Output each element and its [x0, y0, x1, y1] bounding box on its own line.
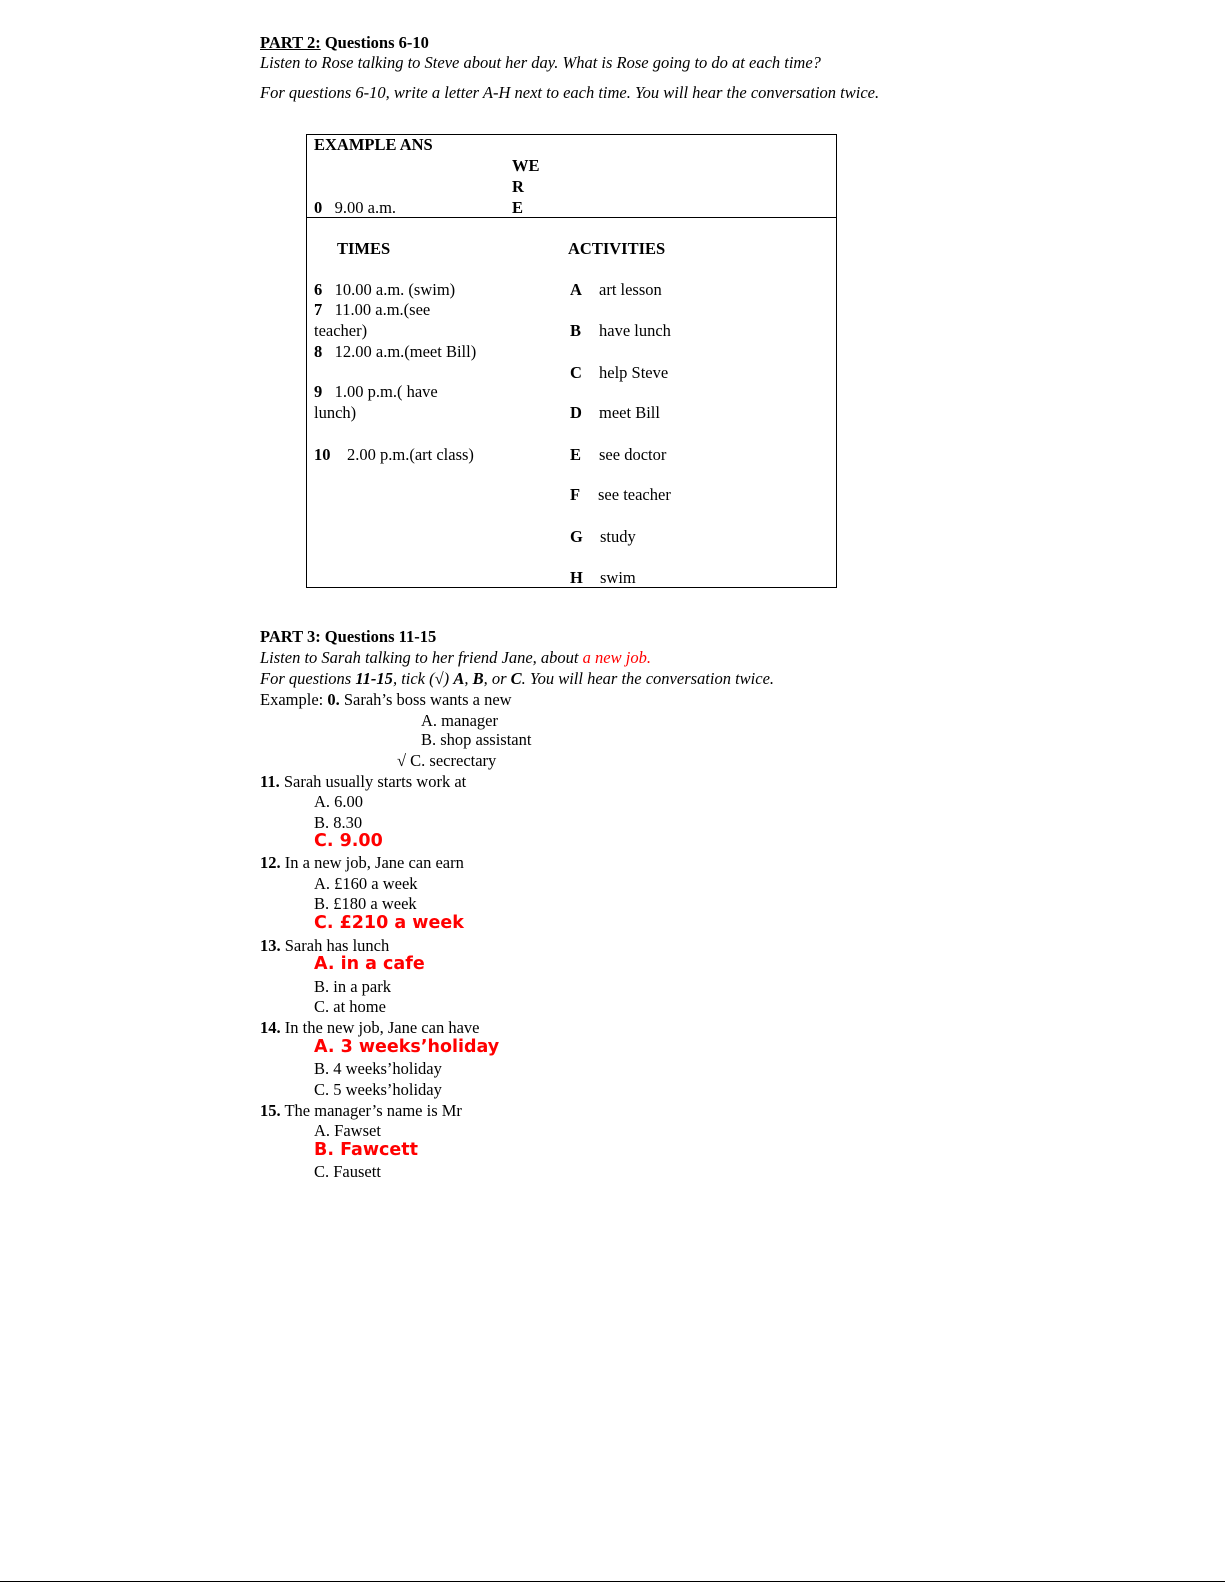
example-question-text: Sarah’s boss wants a new	[339, 690, 512, 709]
instr-option-a: A	[453, 669, 465, 688]
time-number: 8	[314, 342, 323, 361]
example-answer-line-1: WE	[512, 156, 540, 175]
option: B. 4 weeks’holiday	[314, 1059, 442, 1078]
time-item-8	[314, 342, 476, 363]
instr-text: For questions	[260, 669, 356, 688]
time-item-6	[314, 280, 455, 301]
question-11	[260, 772, 466, 793]
time-number: 10	[314, 445, 331, 464]
example-row	[314, 198, 396, 219]
example-prefix: Example:	[260, 690, 328, 709]
option: C. 5 weeks’holiday	[314, 1080, 442, 1099]
activity-text: art lesson	[599, 280, 662, 299]
page-bottom-rule	[0, 1581, 1225, 1582]
option: A. 6.00	[314, 792, 364, 811]
part2-heading-questions: Questions 6-10	[320, 33, 429, 52]
part3-instruction-2	[260, 669, 774, 690]
example-answer-line-3: E	[512, 198, 524, 217]
time-item-9	[314, 382, 438, 403]
example-answer-line-2: R	[512, 177, 524, 196]
activity-text: see doctor	[599, 445, 667, 464]
time-text: 1.00 p.m.( have	[334, 382, 438, 401]
activity-f	[570, 485, 671, 506]
time-text: 11.00 a.m.(see	[334, 300, 431, 319]
part3-topic: a new job.	[582, 648, 651, 667]
question-text: Sarah usually starts work at	[279, 772, 467, 791]
time-number: 9	[314, 382, 323, 401]
option: C. at home	[314, 997, 386, 1016]
time-text: 12.00 a.m.(meet Bill)	[334, 342, 477, 361]
option-answer: A. in a cafe	[314, 954, 425, 974]
activity-text: study	[600, 527, 636, 546]
question-12	[260, 853, 464, 874]
part2-instruction-2: For questions 6-10, write a letter A-H next to each time. You will hear the conversation twice.	[260, 83, 880, 102]
question-text: In the new job, Jane can have	[280, 1018, 480, 1037]
activity-d	[570, 403, 660, 424]
question-number: 14.	[260, 1018, 281, 1037]
option: B. £180 a week	[314, 894, 417, 913]
instr-range: 11-15	[355, 669, 393, 688]
example-option-b: B. shop assistant	[421, 730, 532, 749]
example-label: EXAMPLE ANS	[314, 135, 433, 154]
option-answer: B. Fawcett	[314, 1140, 418, 1160]
option: B. in a park	[314, 977, 391, 996]
activity-letter: B	[570, 321, 582, 340]
question-text: In a new job, Jane can earn	[280, 853, 464, 872]
option: A. £160 a week	[314, 874, 418, 893]
part2-heading	[260, 33, 429, 54]
example-time: 9.00 a.m.	[334, 198, 397, 217]
time-item-10	[314, 445, 474, 466]
option: C. Fausett	[314, 1162, 381, 1181]
activity-e	[570, 445, 666, 466]
activity-h	[570, 568, 636, 589]
example-question	[260, 690, 512, 711]
activity-b	[570, 321, 671, 342]
question-number: 12.	[260, 853, 281, 872]
activity-a	[570, 280, 662, 301]
time-item-7	[314, 300, 430, 321]
activities-header: ACTIVITIES	[568, 239, 666, 258]
time-text: 2.00 p.m.(art class)	[347, 445, 474, 464]
time-text: 10.00 a.m. (swim)	[334, 280, 456, 299]
part3-instruction-1-text: Listen to Sarah talking to her friend Jane, about	[260, 648, 583, 667]
question-14	[260, 1018, 479, 1039]
activity-letter: F	[570, 485, 581, 504]
question-number: 13.	[260, 936, 281, 955]
instr-text: ,	[464, 669, 473, 688]
example-question-number: 0.	[327, 690, 340, 709]
time-number: 7	[314, 300, 323, 319]
time-item-9-cont: lunch)	[314, 403, 357, 422]
time-item-7-cont: teacher)	[314, 321, 368, 340]
question-number: 11.	[260, 772, 280, 791]
activity-letter: A	[570, 280, 582, 299]
option-answer: C. £210 a week	[314, 913, 464, 933]
activity-text: meet Bill	[599, 403, 660, 422]
activity-text: swim	[600, 568, 636, 587]
activity-text: see teacher	[598, 485, 671, 504]
question-text: The manager’s name is Mr	[280, 1101, 462, 1120]
activity-letter: E	[570, 445, 582, 464]
example-number: 0	[314, 198, 323, 217]
part3-instruction-1	[260, 648, 651, 669]
activity-c	[570, 363, 668, 384]
option-answer: A. 3 weeks’holiday	[314, 1037, 500, 1057]
time-number: 6	[314, 280, 323, 299]
example-option-c-ticked: √ C. secrectary	[397, 751, 497, 770]
instr-option-c: C	[510, 669, 522, 688]
part3-heading: PART 3: Questions 11-15	[260, 627, 437, 646]
activity-g	[570, 527, 636, 548]
activity-letter: G	[570, 527, 583, 546]
question-text: Sarah has lunch	[280, 936, 390, 955]
instr-option-b: B	[472, 669, 484, 688]
instr-text: . You will hear the conversation twice.	[521, 669, 775, 688]
instr-text: , or	[483, 669, 511, 688]
activity-text: have lunch	[599, 321, 671, 340]
activity-letter: D	[570, 403, 582, 422]
question-15	[260, 1101, 462, 1122]
activity-text: help Steve	[599, 363, 669, 382]
example-option-a: A. manager	[421, 711, 498, 730]
option: B. 8.30	[314, 813, 363, 832]
question-number: 15.	[260, 1101, 281, 1120]
times-header: TIMES	[337, 239, 391, 258]
option-answer: C. 9.00	[314, 831, 383, 851]
part2-instruction-1: Listen to Rose talking to Steve about her day. What is Rose going to do at each time?	[260, 53, 821, 72]
option: A. Fawset	[314, 1121, 381, 1140]
activity-letter: C	[570, 363, 582, 382]
instr-text: , tick (√)	[392, 669, 454, 688]
activity-letter: H	[570, 568, 583, 587]
part2-heading-label: PART 2:	[260, 33, 321, 52]
